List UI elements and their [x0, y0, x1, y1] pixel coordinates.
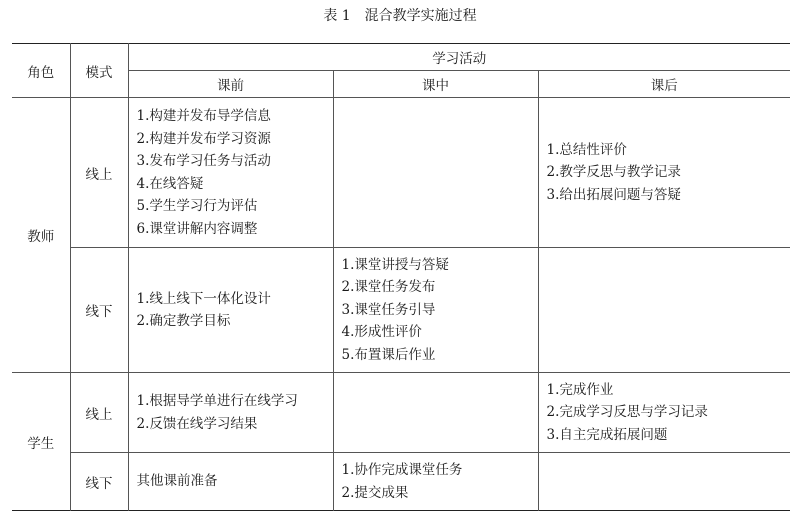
table-caption — [0, 6, 800, 26]
activity-item: 1.课堂讲授与答疑 — [341, 256, 449, 273]
teacher-offline-after — [538, 248, 790, 373]
mode-teacher-online: 线上 — [70, 98, 128, 248]
teacher-online-during — [333, 98, 538, 248]
role-teacher: 教师 — [27, 229, 55, 245]
activity-item: 2.完成学习反思与学习记录 — [546, 404, 708, 421]
mode-student-online: 线上 — [70, 373, 128, 453]
header-mode: 模式 — [70, 44, 128, 98]
activity-item: 1.线上线下一体化设计 — [136, 290, 271, 307]
header-in-class: 课中 — [333, 71, 538, 98]
student-offline-during — [333, 453, 538, 511]
header-after-class: 课后 — [538, 71, 790, 98]
activity-item: 3.课堂任务引导 — [341, 301, 436, 318]
header-role: 角色 — [27, 64, 55, 81]
activity-item: 2.反馈在线学习结果 — [136, 415, 258, 432]
activity-item: 5.学生学习行为评估 — [136, 198, 258, 214]
table-number: 表 1 — [323, 8, 351, 24]
student-online-after — [538, 373, 790, 453]
activity-item: 1.构建并发布导学信息 — [136, 108, 271, 124]
activity-item: 3.自主完成拓展问题 — [546, 426, 668, 443]
role-student: 学生 — [27, 435, 55, 452]
activity-item: 3.给出拓展问题与答疑 — [546, 186, 681, 203]
header-before-class: 课前 — [128, 71, 333, 98]
activity-item: 1.总结性评价 — [546, 141, 627, 158]
activity-item: 3.发布学习任务与活动 — [136, 153, 271, 169]
activity-item: 2.教学反思与教学记录 — [546, 164, 681, 181]
student-offline-after — [538, 453, 790, 511]
table-title: 混合教学实施过程 — [364, 8, 477, 24]
teacher-offline-before — [128, 248, 333, 373]
activity-item: 其他课前准备 — [136, 473, 218, 490]
activity-item: 4.形成性评价 — [341, 324, 422, 341]
activity-item: 6.课堂讲解内容调整 — [136, 220, 258, 237]
activity-item: 2.构建并发布学习资源 — [136, 130, 271, 147]
activity-item: 2.提交成果 — [341, 484, 409, 501]
activity-item: 2.确定教学目标 — [136, 313, 231, 329]
blended-teaching-table — [12, 43, 790, 511]
teacher-online-after — [538, 98, 790, 248]
activity-item: 2.课堂任务发布 — [341, 279, 436, 296]
student-offline-before — [128, 453, 333, 511]
teacher-offline-during — [333, 248, 538, 373]
activity-item: 1.协作完成课堂任务 — [341, 462, 463, 478]
activity-item: 1.根据导学单进行在线学习 — [136, 393, 298, 409]
mode-teacher-offline: 线下 — [70, 248, 128, 373]
mode-student-offline: 线下 — [70, 453, 128, 511]
student-online-before — [128, 373, 333, 453]
activity-item: 5.布置课后作业 — [341, 346, 436, 363]
activity-item: 1.完成作业 — [546, 381, 614, 398]
student-online-during — [333, 373, 538, 453]
activity-item: 4.在线答疑 — [136, 175, 204, 192]
header-learning-activity: 学习活动 — [128, 44, 790, 71]
teacher-online-before — [128, 98, 333, 248]
